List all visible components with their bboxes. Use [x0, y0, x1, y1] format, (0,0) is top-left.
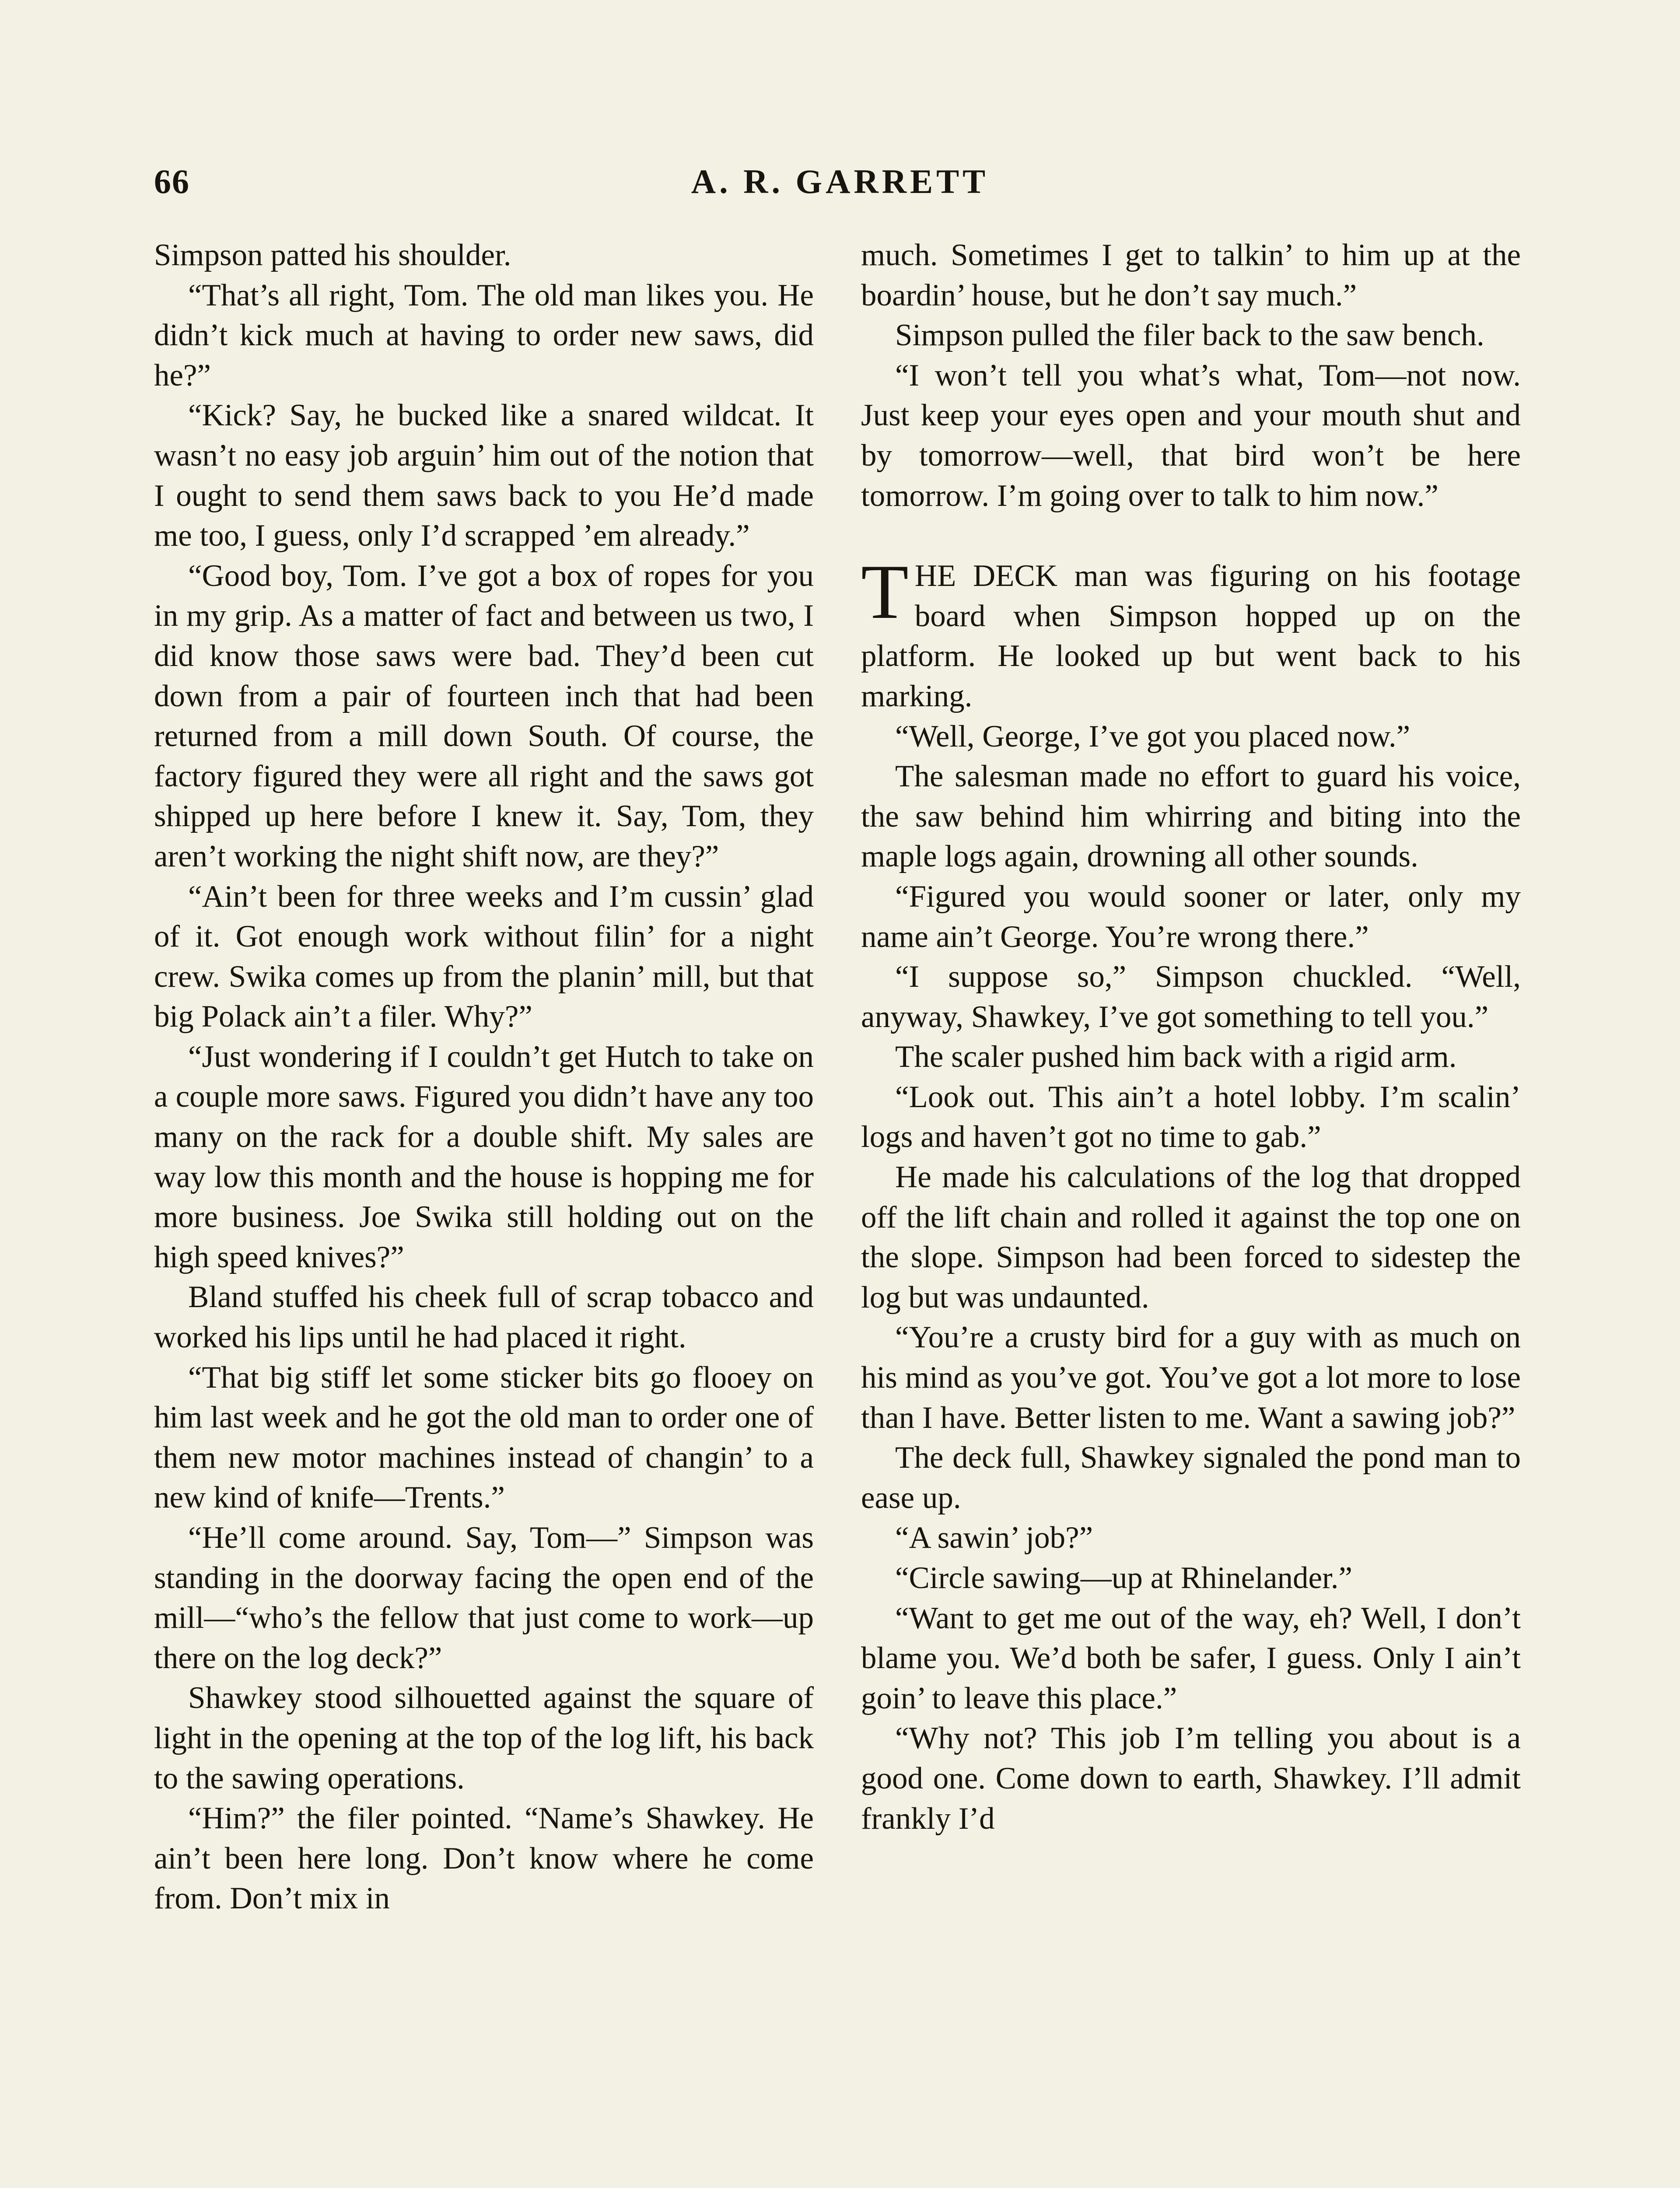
paragraph: Bland stuffed his cheek full of scrap tobacco and worked his lips until he had placed it right.	[154, 1280, 814, 1355]
paragraph: Shawkey stood silhouetted against the square of light in the opening at the top of the log lift, his back to the sawing operations.	[154, 1681, 814, 1795]
paragraph: “Why not? This job I’m telling you about is a good one. Come down to earth, Shawkey. I’ll admit frankly I’d	[861, 1721, 1521, 1836]
paragraph: “Just wondering if I couldn’t get Hutch to take on a couple more saws. Figured you didn’t have any too many on the rack for a double shift. My sales are way low this month and the house is hopping me for more business. Joe Swika still holding out on the high speed knives?”	[154, 1039, 814, 1274]
paragraph: “I won’t tell you what’s what, Tom—not now. Just keep your eyes open and your mouth shut and by tomorrow—well, that bird won’t be here tomorrow. I’m going over to talk to him now.”	[861, 358, 1521, 513]
paragraph: The salesman made no effort to guard his voice, the saw behind him whirring and biting into the maple logs again, drowning all other sounds.	[861, 759, 1521, 874]
paragraph: “Figured you would sooner or later, only my name ain’t George. You’re wrong there.”	[861, 879, 1521, 954]
paragraph: “You’re a crusty bird for a guy with as much on his mind as you’ve got. You’ve got a lot more to lose than I have. Better listen to me. Want a sawing job?”	[861, 1320, 1521, 1435]
paragraph: The deck full, Shawkey signaled the pond man to ease up.	[861, 1441, 1521, 1515]
paragraph: “Kick? Say, he bucked like a snared wildcat. It wasn’t no easy job arguin’ him out of the notion that I ought to send them saws back to you He’d made me too, I guess, only I’d scrapped ’em already.”	[154, 398, 814, 553]
right-column	[861, 235, 1521, 2188]
paragraph: much. Sometimes I get to talkin’ to him up at the boardin’ house, but he don’t say much.”	[861, 238, 1521, 312]
left-column	[154, 235, 814, 2188]
paragraph: “Him?” the filer pointed. “Name’s Shawkey. He ain’t been here long. Don’t know where he come from. Don’t mix in	[154, 1801, 814, 1916]
paragraph: “Ain’t been for three weeks and I’m cussin’ glad of it. Got enough work without filin’ for a night crew. Swika comes up from the planin’ mill, but that big Polack ain’t a filer. Why?”	[154, 879, 814, 1034]
paragraph: “Look out. This ain’t a hotel lobby. I’m scalin’ logs and haven’t got no time to gab.”	[861, 1080, 1521, 1154]
paragraph: “He’ll come around. Say, Tom—” Simpson was standing in the doorway facing the open end of the mill—“who’s the fellow that just come to work—up there on the log deck?”	[154, 1521, 814, 1675]
paragraph: “A sawin’ job?”	[895, 1521, 1093, 1555]
paragraph: “I suppose so,” Simpson chuckled. “Well, anyway, Shawkey, I’ve got something to tell you.”	[861, 960, 1521, 1034]
paragraph: The scaler pushed him back with a rigid arm.	[895, 1040, 1457, 1074]
paragraph: “Want to get me out of the way, eh? Well, I don’t blame you. We’d both be safer, I guess. Only I ain’t goin’ to leave this place.”	[861, 1601, 1521, 1715]
running-head: A. R. GARRETT	[691, 162, 989, 200]
paragraph: “That’s all right, Tom. The old man likes you. He didn’t kick much at having to order new saws, did he?”	[154, 278, 814, 393]
paragraph: “That big stiff let some sticker bits go flooey on him last week and he got the old man to order one of them new motor machines instead of changin’ to a new kind of knife—Trents.”	[154, 1360, 814, 1515]
section-opening-text: HE DECK man was figuring on his footage board when Simpson hopped up on the platform. He looked up but went back to his marking.	[861, 559, 1521, 713]
paragraph: “Good boy, Tom. I’ve got a box of ropes for you in my grip. As a matter of fact and between us two, I did know those saws were bad. They’d been cut down from a pair of fourteen inch that had been returned from a mill down South. Of course, the factory figured they were all right and the saws got shipped up here before I knew it. Say, Tom, they aren’t working the night shift now, are they?”	[154, 558, 814, 873]
paragraph: Simpson patted his shoulder.	[154, 238, 511, 272]
paragraph: “Circle sawing—up at Rhinelander.”	[895, 1561, 1352, 1595]
drop-cap: T	[861, 548, 909, 635]
page-header	[154, 155, 1526, 208]
paragraph: He made his calculations of the log that dropped off the lift chain and rolled it against the top one on the slope. Simpson had been forced to sidestep the log but was undaunted.	[861, 1160, 1521, 1315]
paragraph: “Well, George, I’ve got you placed now.”	[895, 719, 1410, 754]
paragraph: Simpson pulled the filer back to the saw bench.	[895, 318, 1484, 353]
section-opening-paragraph	[861, 548, 1521, 716]
page-number: 66	[154, 162, 190, 200]
